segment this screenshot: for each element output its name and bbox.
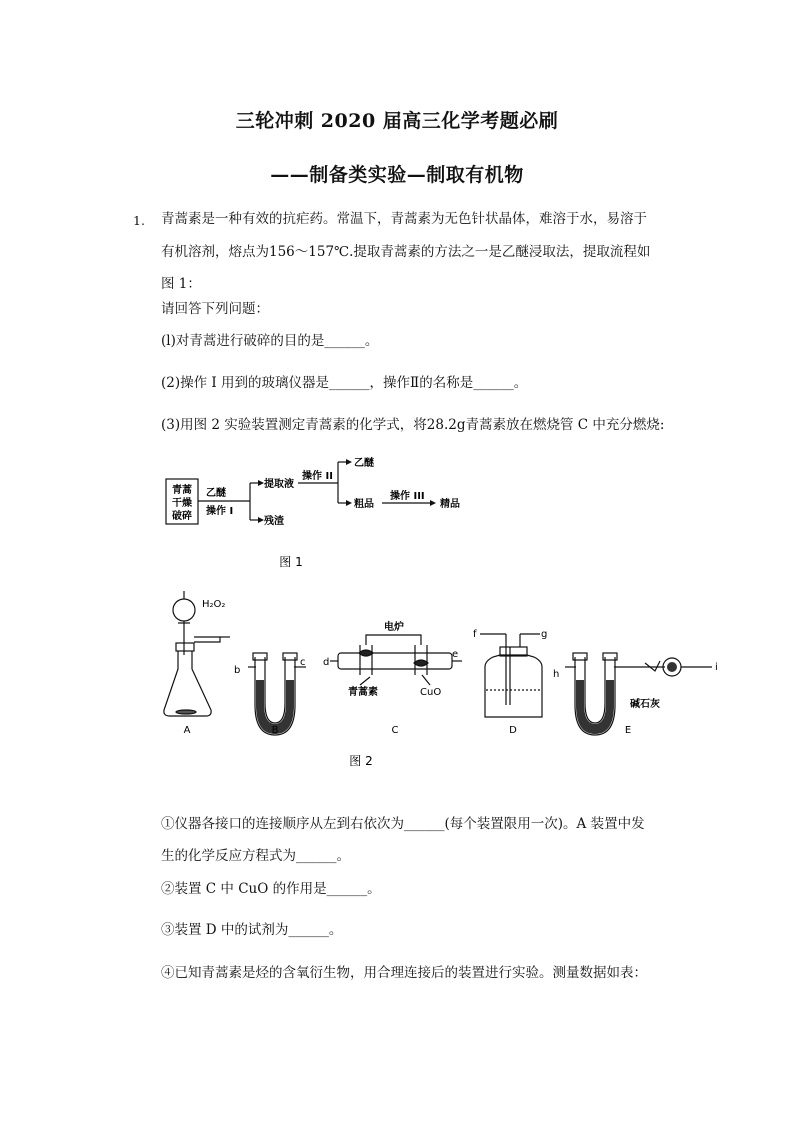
artemisinin-label: 青蒿素 xyxy=(348,687,378,698)
apparatus-B-label: B xyxy=(271,725,279,736)
flow-box-line1: 青蒿 xyxy=(172,485,192,496)
question-number: 1. xyxy=(133,213,145,228)
flow-reagent-label: 乙醚 xyxy=(206,488,226,499)
apparatus-D-label: D xyxy=(509,725,517,736)
soda-lime-label: 碱石灰 xyxy=(630,699,660,710)
flow-chart-figure xyxy=(160,448,490,578)
port-g-label: g xyxy=(541,629,548,640)
flow-ether-label: 乙醚 xyxy=(354,458,374,469)
question-text-line3: 图 1： xyxy=(161,276,201,292)
apparatus-C xyxy=(330,635,462,685)
port-i-label: i xyxy=(715,662,718,673)
flow-op3-label: 操作 III xyxy=(390,491,425,502)
subquestion-3: (3)用图 2 实验装置测定青蒿素的化学式，将28.2g青蒿素放在燃烧管 C 中充分燃烧: xyxy=(161,417,665,433)
furnace-label: 电炉 xyxy=(384,622,404,633)
item-1-line2: 生的化学反应方程式为______。 xyxy=(161,848,350,864)
port-d-label: d xyxy=(323,657,330,668)
item-2: ②装置 C 中 CuO 的作用是______。 xyxy=(161,881,381,897)
question-text-line2: 有机溶剂，熔点为156～157℃.提取青蒿素的方法之一是乙醚浸取法，提取流程如 xyxy=(161,244,651,260)
flow-residue-label: 残渣 xyxy=(264,516,284,527)
flow-op1-label: 操作 I xyxy=(206,506,234,517)
flow-extract-label: 提取液 xyxy=(264,479,294,490)
item-1-line1: ①仪器各接口的连接顺序从左到右依次为______(每个装置限用一次)。A 装置中发 xyxy=(161,816,645,832)
flow-op2-label: 操作 II xyxy=(302,471,333,482)
port-c-label: c xyxy=(300,657,306,668)
port-h-label: h xyxy=(553,669,560,680)
apparatus-A-label: A xyxy=(183,725,191,736)
apparatus-D xyxy=(480,634,542,717)
apparatus-B xyxy=(248,653,306,735)
document-title: 三轮冲刺 2020 届高三化学考题必刷 xyxy=(235,110,559,132)
cuo-label: CuO xyxy=(420,687,442,698)
subquestion-2: (2)操作 I 用到的玻璃仪器是______，操作Ⅱ的名称是______。 xyxy=(161,375,528,391)
question-text-line4: 请回答下列问题： xyxy=(161,301,269,317)
port-e-label: e xyxy=(452,649,459,660)
apparatus-C-label: C xyxy=(391,725,399,736)
document-subtitle: ——制备类实验—制取有机物 xyxy=(270,164,524,186)
flow-box-line2: 干燥 xyxy=(172,498,192,509)
flow-crude-label: 粗品 xyxy=(354,499,374,510)
h2o2-label: H₂O₂ xyxy=(202,599,226,610)
flow-refined-label: 精品 xyxy=(440,499,460,510)
item-3: ③装置 D 中的试剂为______。 xyxy=(161,922,343,938)
port-f-label: f xyxy=(473,629,477,640)
flow-box-line3: 破碎 xyxy=(172,511,192,522)
question-text-line1: 青蒿素是一种有效的抗疟药。常温下，青蒿素为无色针状晶体，难溶于水，易溶于 xyxy=(161,211,647,227)
port-b-label: b xyxy=(234,665,241,676)
subquestion-1: (l)对青蒿进行破碎的目的是______。 xyxy=(161,333,379,349)
apparatus-figure xyxy=(160,585,730,775)
item-4: ④已知青蒿素是烃的含氧衍生物，用合理连接后的装置进行实验。测量数据如表： xyxy=(161,965,647,981)
figure1-caption: 图 1 xyxy=(279,555,303,569)
apparatus-E xyxy=(565,653,712,735)
apparatus-E-label: E xyxy=(624,725,632,736)
figure2-caption: 图 2 xyxy=(349,754,373,768)
